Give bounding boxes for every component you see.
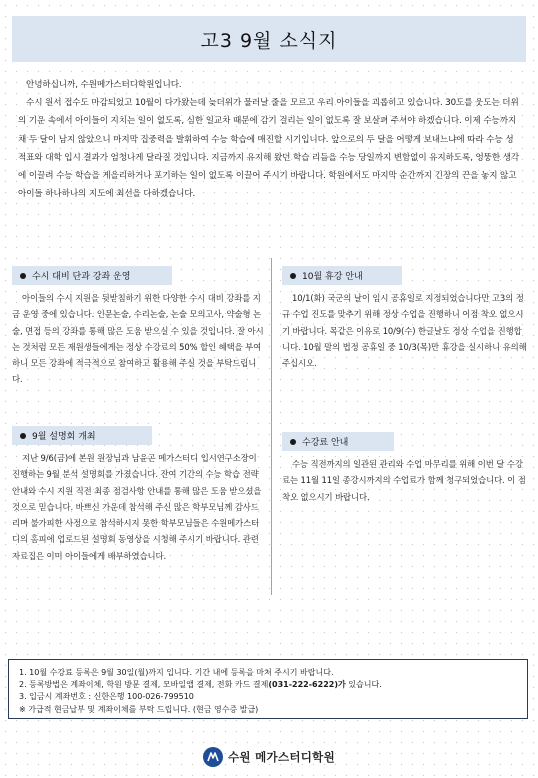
section-heading-tuition xyxy=(282,432,394,451)
bullet-icon xyxy=(290,439,296,445)
section-title: 수시 대비 단과 강좌 운영 xyxy=(32,272,131,282)
intro-body: 수시 원서 접수도 마감되었고 10월이 다가왔는데 늦더위가 물러날 줄을 모르고 우리 아이들을 괴롭히고 있습니다. 30도를 웃도는 더위의 기운 속에서 아이들이 지치는 일이 없도록, 심한 일교차 때문에 감기 걸리는 일이 없도록 잘 보살펴 주셔야 하겠습니다. 이제 수능까지 채 두 달이 남지 않았으니 마지막 집중력을 발휘하여 수능 학습에 매진할 시기입니다. 앞으로의 두 달을 어떻게 보내느냐에 따라 수능 성적표와 대학 입시 결과가 엄청나게 달라질 것입니다. 지금까지 유지해 왔던 학습 리듬을 수능 당일까지 변함없이 유지하도록, 엉뚱한 생각에 이끌려 수능 학습을 게을리하거나 포기하는 일이 없도록 이끌어 주시기 바랍니다. 학원에서도 마지막 순간까지 긴장의 끈을 놓지 않고 아이들 하나하나의 지도에 최선을 다하겠습니다. xyxy=(18,98,520,200)
section-seminar xyxy=(12,426,264,564)
footer-logo xyxy=(0,739,538,775)
payment-notice-box xyxy=(8,659,528,719)
title-banner xyxy=(12,16,526,62)
logo-text: 수원 메가스터디학원 xyxy=(228,750,335,764)
column-divider xyxy=(271,258,272,595)
section-holiday xyxy=(282,266,528,371)
section-tuition xyxy=(282,432,528,505)
notice-line-4: ※ 가급적 현금납부 및 계좌이체를 부탁 드립니다. (현금 영수증 발급) xyxy=(19,704,259,714)
notice-line-2-end: 있습니다. xyxy=(345,680,382,690)
section-title: 9월 설명회 개최 xyxy=(32,432,96,442)
intro-letter xyxy=(18,76,520,203)
notice-line-1: 1. 10월 수강료 등록은 9월 30일(월)까지 입니다. 기간 내에 등록을 마쳐 주시기 바랍니다. xyxy=(19,668,334,677)
section-paragraph: 아이들의 수시 지원을 뒷받침하기 위한 다양한 수시 대비 강좌를 지금 운영 중에 있습니다. 인문논술, 수리논술, 논술 모의고사, 약술형 논술, 면접 등의 강좌를 통해 많은 도움 받으실 수 있을 것입니다. 잘 아시는 것처럼 모든 재원생들에게는 정상 수강료의 50% 할인 혜택을 부여하니 모든 강좌에 적극적으로 참여하고 활용해 주실 것을 부탁드립니다. xyxy=(12,293,264,385)
phone-number: (031-222-6222)가 xyxy=(268,680,346,690)
section-title: 수강료 안내 xyxy=(302,438,349,448)
section-text xyxy=(282,456,528,505)
bullet-icon xyxy=(20,433,26,439)
logo-glyph-icon xyxy=(207,751,219,763)
page-title: 고3 9월 소식지 xyxy=(200,29,338,52)
section-paragraph: 수능 직전까지의 일관된 관리와 수업 마무리를 위해 이번 달 수강료는 11월 11일 종강시까지의 수업료가 함께 청구되었습니다. 이 점 착오 없으시기 바랍니다. xyxy=(282,459,526,502)
notice-line-2 xyxy=(19,679,517,691)
section-title: 10월 휴강 안내 xyxy=(302,272,363,282)
section-heading-seminar xyxy=(12,426,152,445)
section-heading-susi xyxy=(12,266,172,285)
section-text xyxy=(12,290,264,388)
section-text xyxy=(12,450,264,564)
bullet-icon xyxy=(20,273,26,279)
intro-greeting: 안녕하십니까, 수원메가스터디학원입니다. xyxy=(26,80,182,90)
section-paragraph: 지난 9/6(금)에 본원 원장님과 남윤곤 메가스터디 입시연구소장이 진행하는 9월 분석 설명회를 가졌습니다. 잔여 기간의 수능 학습 전략 안내와 수시 지원 직전 최종 점검사항 안내를 통해 많은 도움 받으셨을 것으로 믿습니다. 바쁘신 가운데 참석해 주신 많은 학부모님께 감사드리며 불가피한 사정으로 참석하시지 못한 학부모님들은 수원메가스터디의 홈피에 업로드된 설명회 동영상을 시청해 주시기 바랍니다. 관련 자료집은 이미 아이들에게 배부하였습니다. xyxy=(12,453,262,561)
notice-line-3: 3. 입금시 계좌번호 : 신한은행 100-026-799510 xyxy=(19,692,194,702)
section-text xyxy=(282,290,528,371)
mega-logo-icon xyxy=(203,747,223,767)
notice-line-2-text: 2. 등록방법은 계좌이체, 학원 방문 결제, 모바일앱 결제, 전화 카드 결제 xyxy=(19,680,269,690)
bullet-icon xyxy=(290,273,296,279)
section-heading-holiday xyxy=(282,266,402,285)
section-susi xyxy=(12,266,264,388)
section-paragraph: 10/1(화) 국군의 날이 임시 공휴일로 지정되었습니다만 고3의 정규 수업 진도를 맞추기 위해 정상 수업을 진행하니 이점 착오 없으시기 바랍니다. 목같은 이유로 10/9(수) 한글날도 정상 수업을 진행합니다. 10월 말의 법정 공휴일 중 10/3(목)만 휴강을 실시하니 유의해 주십시오. xyxy=(282,293,527,369)
